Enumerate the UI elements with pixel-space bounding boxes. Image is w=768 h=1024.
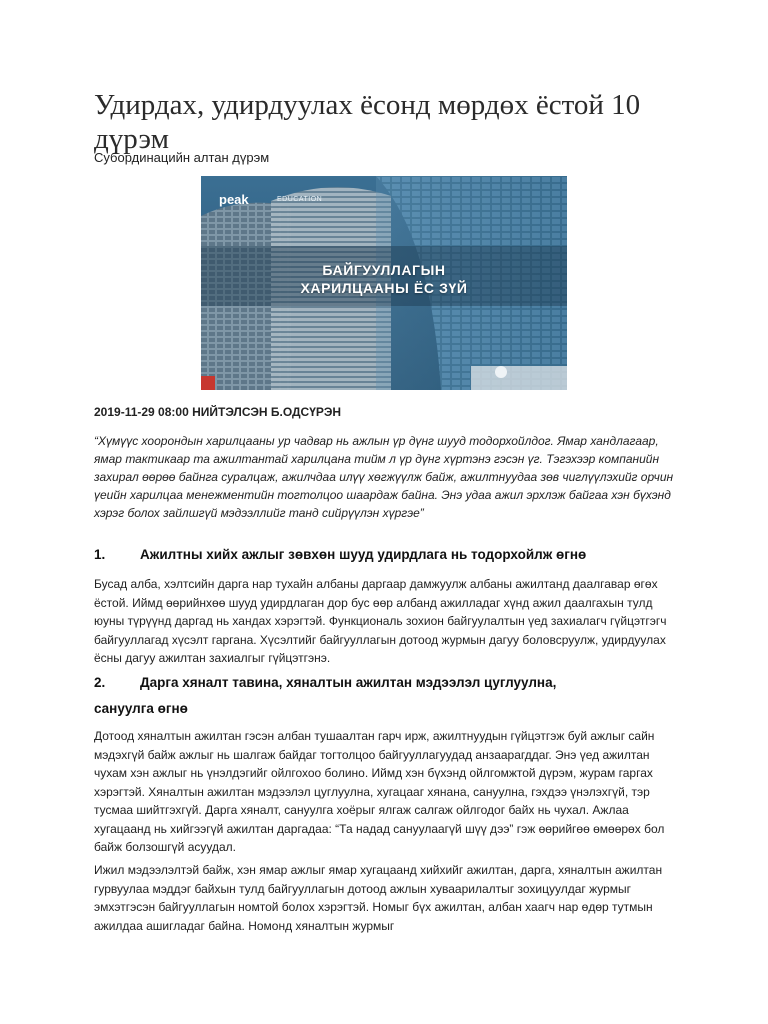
section2-heading-line1: Дарга хяналт тавина, хяналтын ажилтан мэдээлэл цуглуулна, <box>140 675 557 690</box>
section2-heading-cont <box>94 701 674 716</box>
section1-heading <box>94 547 674 562</box>
article-title: Удирдах, удирдуулах ёсонд мөрдөх ёстой 10 дүрэм <box>94 89 641 155</box>
hero-caption-line1: БАЙГУУЛЛАГЫН <box>322 262 446 278</box>
article-quote: “Хүмүүс хоорондын харилцааны ур чадвар нь ажлын үр дүнг шууд тодорхойлдог. Ямар хандлагаар, ямар тактикаар та ажилтантай харилцана тийм л үр дүнг хүртэнэ гэсэн үг. Тэгэхээр компанийн захирал өөрөө байнга суралцаж, ажилчдаа илүү хөгжүүлж байж, ажилтнуудаа зөв чиглүүлэхийг орчин үеийн харилцаа менежментийн тогтолцоо шаардаж байна. Энэ удаа ажил эрхлэж байгаа хэн бүхэнд хэрэг болох зайлшгүй мэдээллийг танд сийрүүлэн хүргэе” <box>94 434 674 520</box>
section1-heading-text: Ажилтны хийх ажлыг зөвхөн шууд удирдлага нь тодорхойлж өгнө <box>140 547 587 562</box>
section2-paragraph1: Дотоод хяналтын ажилтан гэсэн албан тушаалтан гарч ирж, ажилтнуудын гүйцэтгэж буй ажлыг сайн мэдэхгүй байж ажлыг нь шалгаж байдаг тогтолцоо байгууллагуудад анзаарагддаг. Энэ үед ажилтан чухам хэн ажлыг нь үнэлдэгийг ойлгохоо болино. Иймд хэн бүхэнд ойлгомжтой дүрэм, журам гаргах хэрэгтэй. Хяналтын ажилтан мэдээлэл цуглуулна, хугацааг хянана, сануулна, гэхдээ үнэлэхгүй, тэр тусмаа шийтгэхгүй. Дарга хяналт, сануулга хоёрыг ялгаж салгаж ойлгодог байх нь чухал. Ажлаа хугацаанд нь хийгээгүй ажилтан даргадаа: “Та надад сануулаагүй шүү дээ” гэж өөрийгөө өмөөрөх бол байж болзошгүй асуудал. <box>94 729 665 854</box>
section1-paragraph: Бусад алба, хэлтсийн дарга нар тухайн албаны даргаар дамжуулж албаны ажилтанд даалгавар өгөх ёстой. Иймд өөрийнхөө шууд удирдлаган дор бус өөр албанд ажилладаг хүнд ажил даалгахын тулд юуны түрүүнд даргад нь хандах хэрэгтэй. Функциональ зохион байгуулалтын үед захиалагч гүйцэтгэгч байгууллагад хүсэлт гаргана. Хүсэлтийг байгууллагын дотоод журмын дагуу боловсруулж, удирдуулах ёсны дагуу ажилтан захиалгыг гүйцэтгэнэ. <box>94 577 667 665</box>
section2-number: 2. <box>94 675 106 690</box>
section2-heading-line2: сануулга өгнө <box>94 701 188 716</box>
section2-paragraph2: Ижил мэдээлэлтэй байж, хэн ямар ажлыг ямар хугацаанд хийхийг ажилтан, дарга, хяналтын ажилтан гурвуулаа мэддэг байхын тулд байгууллагын дотоод ажлын хуваарилалтыг зохицуулдаг журмыг эмхэтгэсэн байгууллагын номтой болох хэрэгтэй. Номыг бүх ажилтан, албан хаагч нар өдөр тутмын ажилдаа ашигладаг байна. Номонд хяналтын журмыг <box>94 863 663 933</box>
article-meta: 2019-11-29 08:00 НИЙТЭЛСЭН Б.ОДСҮРЭН <box>94 405 342 419</box>
hero-caption-line2: ХАРИЛЦААНЫ ЁС ЗҮЙ <box>300 280 468 296</box>
hero-brand-logo: peak <box>219 192 249 207</box>
hero-brand-sub: EDUCATION <box>277 196 323 203</box>
hero-image <box>201 176 567 390</box>
article-subtitle: Субординацийн алтан дүрэм <box>94 150 270 165</box>
section1-number: 1. <box>94 547 106 562</box>
section2-heading <box>94 675 674 690</box>
